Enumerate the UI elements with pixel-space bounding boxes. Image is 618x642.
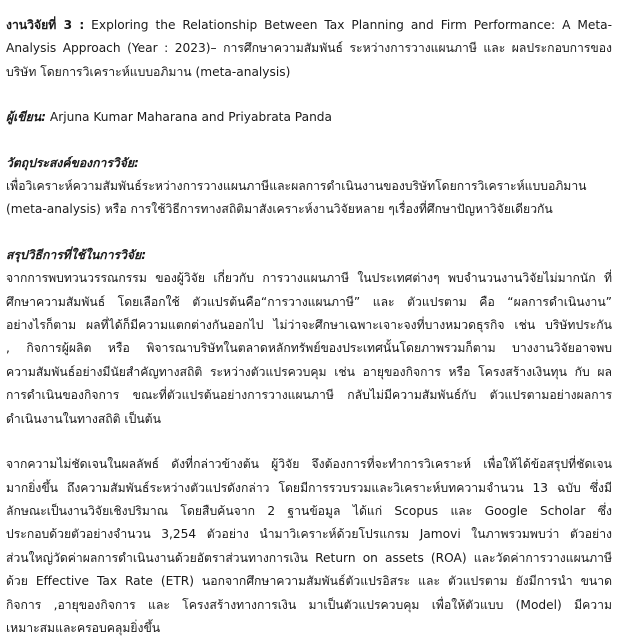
method-p1-line-5: ความสัมพันธ์อย่างมีนัยสำคัญทางสถิติ ระหว่างตัวแปรควบคุม เช่น อายุของกิจการ หรือ โครงสร้างเงินทุน กับ ผล [6, 364, 612, 379]
research-title-line-1 [6, 14, 612, 37]
method-p2-line-4: ประกอบด้วยตัวอย่างจำนวน 3,254 ตัวอย่าง นำมาวิเคราะห์ด้วยโปรแกรม Jamovi ในภาพรวมพบว่า ตัวอย่าง [6, 527, 612, 542]
method-p1-line-3: อย่างไรก็ตาม ผลที่ได้ก็มีความแตกต่างกันออกไป ไม่ว่าจะศึกษาเฉพาะเจาะจงที่บางหมวดธุรกิจ เช่น บริษัทประกัน [6, 318, 612, 333]
method-p1-line-4: , กิจการผู้ผลิต หรือ พิจารณาบริษัทในตลาดหลักทรัพย์ของประเทศนั้นโดยภาพรวมก็ตาม บางงานวิจัยอาจพบ [6, 341, 612, 356]
research-title-line-3: บริษัท โดยการวิเคราะห์แบบอภิมาน (meta-analysis) [6, 64, 291, 79]
method-p2-line-1: จากความไม่ชัดเจนในผลลัพธ์ ดังที่กล่าวข้างต้น ผู้วิจัย จึงต้องการที่จะทำการวิเคราะห์ เพื่อให้ได้ข้อสรุปที่ชัดเจน [6, 457, 612, 472]
method-p1-line-6: การดำเนินของกิจการ ขณะที่ตัวแปรต้นอย่างการวางแผนภาษี กลับไม่มีความสัมพันธ์กับ ตัวแปรตามอย่างผลการ [6, 388, 612, 403]
method-block [6, 244, 612, 431]
objective-heading: วัตถุประสงค์ของการวิจัย: [6, 155, 139, 170]
authors-block [6, 106, 612, 129]
method-p1-line-1: จากการพบทวนวรรณกรรม ของผู้วิจัย เกี่ยวกับ การวางแผนภาษี ในประเทศต่างๆ พบจำนวนงานวิจัยไม่มากนัก ที่ [6, 271, 612, 286]
research-title-block [6, 14, 612, 84]
objective-line-2: (meta-analysis) หรือ การใช้วิธีการทางสถิติมาสังเคราะห์งานวิจัยหลาย ๆเรื่องที่ศึกษาปัญหาวิจัยเดียวกัน [6, 202, 553, 217]
method-heading: สรุปวิธีการที่ใช้ในการวิจัย: [6, 247, 147, 262]
method-p1-line-7: ดำเนินงานในทางสถิติ เป็นต้น [6, 411, 161, 426]
method-p1-line-2: ศึกษาความสัมพันธ์ โดยเลือกใช้ ตัวแปรต้นคือ“การวางแผนภาษี” และ ตัวแปรตาม คือ “ผลการดำเนินงาน” [6, 294, 612, 309]
research-title-text-1: Exploring the Relationship Between Tax Planning and Firm Performance: A Meta- [91, 18, 612, 32]
method-p2-line-5: ส่วนใหญ่วัดค่าผลการดำเนินงานด้วยอัตราส่วนทางการเงิน Return on assets (ROA) และวัดค่าการวางแผนภาษี [6, 550, 612, 565]
method-p2-line-2: มากยิ่งขึ้น ถึงความสัมพันธ์ระหว่างตัวแปรดังกล่าว โดยมีการรวบรวมและวิเคราะห์บทความจำนวน 13 ฉบับ ซึ่งมี [6, 480, 612, 495]
method-p2-line-6: ด้วย Effective Tax Rate (ETR) นอกจากศึกษาความสัมพันธ์ตัวแปรอิสระ และ ตัวแปรตาม ยังมีการนำ ขนาด [6, 574, 612, 589]
research-title-line-2: Analysis Approach (Year : 2023)– การศึกษาความสัมพันธ์ ระหว่างการวางแผนภาษี และ ผลประกอบการของ [6, 41, 612, 56]
authors-line [6, 106, 612, 129]
method-p2-line-3: ลักษณะเป็นงานวิจัยเชิงปริมาณ โดยสืบค้นจาก 2 ฐานข้อมูล ได้แก่ Scopus และ Google Scholar ซึ่ง [6, 503, 612, 518]
method-p2-line-8: เหมาะสมและครอบคลุมยิ่งขึ้น [6, 620, 161, 635]
objective-block [6, 152, 612, 222]
authors-value: Arjuna Kumar Maharana and Priyabrata Panda [49, 110, 332, 125]
research-label: งานวิจัยที่ 3 : [6, 18, 85, 32]
objective-line-1: เพื่อวิเคราะห์ความสัมพันธ์ระหว่างการวางแผนภาษีและผลการดำเนินงานของบริษัทโดยการวิเคราะห์แบบอภิมาน [6, 179, 587, 194]
method-p2-line-7: กิจการ ,อายุของกิจการ และ โครงสร้างทางการเงิน มาเป็นตัวแปรควบคุม เพื่อให้ตัวแบบ (Model) มีความ [6, 597, 612, 612]
authors-label: ผู้เขียน: [6, 110, 46, 125]
method-paragraph-2 [6, 453, 612, 640]
